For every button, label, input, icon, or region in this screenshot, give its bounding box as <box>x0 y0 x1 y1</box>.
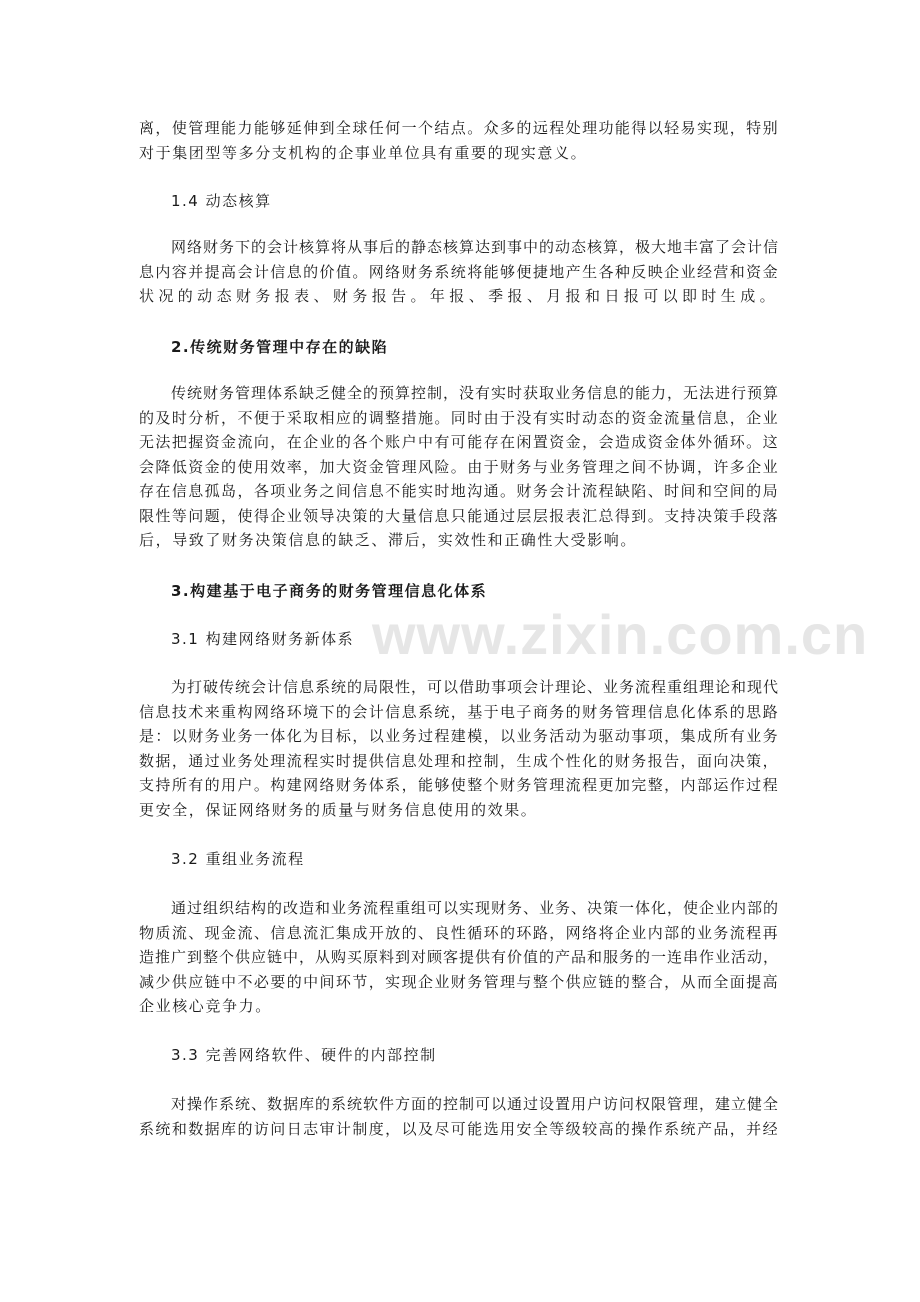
paragraph-text <box>139 116 779 165</box>
text-line: 造推广到整个供应链中，从购买原料到对顾客提供有价值的产品和服务的一连串作业活动， <box>139 948 779 966</box>
text-line: 系统和数据库的访问日志审计制度，以及尽可能选用安全等级较高的操作系统产品，并经 <box>139 1119 779 1138</box>
text-line: 更安全，保证网络财务的质量与财务信息使用的效果。 <box>139 800 538 819</box>
text-line: 是：以财务业务一体化为目标，以业务过程建模，以业务活动为驱动事项，集成所有业务 <box>139 727 779 745</box>
paragraph-text <box>139 235 779 309</box>
paragraph-text <box>139 381 779 553</box>
paragraph-text <box>139 896 779 1019</box>
text-line: 网络财务下的会计核算将从事后的静态核算达到事中的动态核算，极大地丰富了会计信 <box>171 238 779 256</box>
text-line: 无法把握资金流向，在企业的各个账户中有可能存在闲置资金，会造成资金体外循环。这 <box>139 433 779 451</box>
text-line: 物质流、现金流、信息流汇集成开放的、良性循环的环路，网络将企业内部的业务流程再 <box>139 923 779 942</box>
text-line: 对操作系统、数据库的系统软件方面的控制可以通过设置用户访问权限管理，建立健全 <box>171 1095 779 1113</box>
section-heading: 2.传统财务管理中存在的缺陷 <box>171 338 389 356</box>
text-line: 存在信息孤岛，各项业务之间信息不能实时地沟通。财务会计流程缺陷、时间和空间的局 <box>139 482 779 500</box>
text-line: 企业核心竞争力。 <box>139 997 272 1015</box>
text-line: 后，导致了财务决策信息的缺乏、滞后，实效性和正确性大受影响。 <box>139 531 638 549</box>
paragraph-text <box>139 675 779 822</box>
section-heading: 3.3 完善网络软件、硬件的内部控制 <box>171 1046 437 1064</box>
text-line: 通过组织结构的改造和业务流程重组可以实现财务、业务、决策一体化，使企业内部的 <box>171 899 779 917</box>
section-heading-3-2 <box>139 847 779 871</box>
section-heading: 3.构建基于电子商务的财务管理信息化体系 <box>171 582 488 600</box>
text-line: 息内容并提高会计信息的价值。网络财务系统将能够便捷地产生各种反映企业经营和资金 <box>139 262 779 281</box>
paragraph-continued <box>139 116 779 165</box>
text-line: 数据，通过业务处理流程实时提供信息处理和控制，生成个性化的财务报告，面向决策， <box>139 751 779 770</box>
paragraph-traditional-defects <box>139 381 779 553</box>
paragraph-network-finance <box>139 675 779 822</box>
text-line: 信息技术来重构网络环境下的会计信息系统，基于电子商务的财务管理信息化体系的思路 <box>139 702 779 721</box>
text-line: 支持所有的用户。构建网络财务体系，能够使整个财务管理流程更加完整，内部运作过程 <box>139 776 779 794</box>
text-line: 对于集团型等多分支机构的企事业单位具有重要的现实意义。 <box>139 143 588 162</box>
text-line: 减少供应链中不必要的中间环节，实现企业财务管理与整个供应链的整合，从而全面提高 <box>139 972 779 991</box>
text-line: 状况的动态财务报表、财务报告。年报、季报、月报和日报可以即时生成。 <box>139 287 779 305</box>
section-heading-1-4 <box>139 189 779 213</box>
section-heading-3-1 <box>139 627 779 651</box>
text-line: 的及时分析，不便于采取相应的调整措施。同时由于没有实时动态的资金流量信息，企业 <box>139 408 779 427</box>
watermark: www.zixin.com.cn <box>372 603 869 666</box>
section-heading-3-3 <box>139 1043 779 1067</box>
text-line: 限性等问题，使得企业领导决策的大量信息只能通过层层报表汇总得到。支持决策手段落 <box>139 506 779 525</box>
paragraph-text <box>139 1092 779 1141</box>
paragraph-internal-control <box>139 1092 779 1141</box>
paragraph-dynamic-accounting <box>139 235 779 309</box>
text-line: 离，使管理能力能够延伸到全球任何一个结点。众多的远程处理功能得以轻易实现，特别 <box>139 119 779 137</box>
text-line: 传统财务管理体系缺乏健全的预算控制，没有实时获取业务信息的能力，无法进行预算 <box>171 384 779 402</box>
section-heading: 3.1 构建网络财务新体系 <box>171 630 355 648</box>
paragraph-business-process <box>139 896 779 1019</box>
text-line: 为打破传统会计信息系统的局限性，可以借助事项会计理论、业务流程重组理论和现代 <box>171 678 779 696</box>
section-heading-3 <box>139 579 779 603</box>
section-heading: 3.2 重组业务流程 <box>171 850 305 868</box>
section-heading: 1.4 动态核算 <box>171 192 272 210</box>
section-heading-2 <box>139 335 779 359</box>
text-line: 会降低资金的使用效率，加大资金管理风险。由于财务与业务管理之间不协调，许多企业 <box>139 457 779 476</box>
